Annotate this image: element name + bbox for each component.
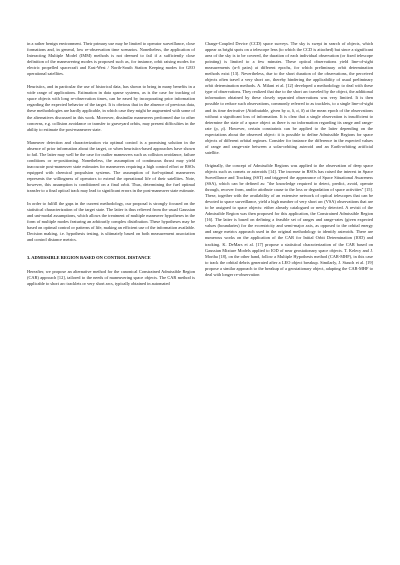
paragraph: Maneuver detection and characterization via optimal control is a promising solution in the absence of prior information about the target, or when heuristics-based approaches have shown to fail. The latter may well be the case for outlier maneuvers such as collision avoidance, failure conditions or re-positioning. Nonetheless, the assumption of continuous thrust may yield inaccurate post-maneuver state estimates for maneuvers requiring a high control effort or RSOs equipped with chemical propulsion systems. The assumption of fuel-optimal maneuvers represents the willingness of operators to extend the operational life of their satellites. Note, however, this assumption is conditioned on a final orbit. Thus, determining the fuel optimal transfer to a final optical track may lead to significant errors in the post-maneuver state estimate. xyxy=(27,139,195,194)
paragraph: Charge-Coupled Device (CCD) space surveys. The sky is swept in search of objects, which appear as bright spots on a telescope lens (to which the CCD is attached) but since a significant area of the sky is to be covered, the duration of each individual observation (or fixed telescope pointing) is limited to a few minutes. These optical observations yield line-of-sight measurements (α-δ pairs) at different epochs, for which preliminary orbit determination methods exist [13]. Nevertheless, due to the short duration of the observations, the perceived objects often travel a very short arc, thereby hindering the applicability of usual preliminary orbit determination methods. A. Milani et al. [12] developed a methodology to deal with these type of observations. They realized that due to the short arc traveled by the object, the additional information obtained by these closely separated observations was very limited. It is then possible to reduce such observations, commonly referred to as tracklets, to a single line-of-sight and its time derivative (Attributable, given by α, δ, α̇, δ̇) at the mean epoch of the observations without a significant loss of information. It is clear that a single observation is insufficient to determine the state of a space object as there is no information regarding its range and range-rate (ρ, ρ̇). However, certain constraints can be applied to the latter depending on the expectations about the observed object: it is possible to define Admissible Regions for space objects of different orbital regimes. Consider for instance the difference in the expected values of range and range-rate between a solar-orbiting asteroid and an Earth-orbiting artificial satellite. xyxy=(205,41,373,155)
paragraph: Originally, the concept of Admissible Regions was applied to the observation of deep space objects such as comets or asteroids [14]. The increase in RSOs has raised the interest in Space Surveillance and Tracking (SST) and triggered the appearance of Space Situational Awareness (SSA), which can be defined as: "the knowledge required to detect, predict, avoid, operate through, recover from, and/or attribute cause to the loss or degradation of space activities" [15]. These, together with the availability of an extensive network of optical telescopes that can be devoted to space surveillance, yield a high number of very short arc (VSA) observations that are to be assigned to space objects: either already catalogued or newly detected. A revisit of the Admissible Region was then proposed for this application, the Constrained Admissible Region [16]. The latter is based on defining a feasible set of ranges and range-rates (given expected values (boundaries) for the eccentricity and semi-major axis, as opposed to the orbital energy and range metrics approach used in the original methodology to identify asteroids. There are numerous works on the application of the CAR for Initial Orbit Determination (IOD) and tracking. K. DeMars et al. [17] propose a statistical characterization of the CAR based on Gaussian Mixture Models applied to IOD of near geostationary space objects. T. Kelecy and J. Mortha [18], on the other hand, follow a Multiple Hypothesis method (CAR-MHF), in this case to track the orbital debris generated after a LEO object breakup. Similarly, J. Stauch et al. [19] propose a similar approach to the breakup of a geostationary object, adapting the CAR-MHF to deal with longer re-observation xyxy=(205,162,373,277)
paragraph: Hereafter, we propose an alternative method for the canonical Constrained Admissible Region (CAR) approach [12], tailored to the needs of maneuvering space objects. The CAR method is applicable to short arc tracklets or very short arcs, typically obtained in automated xyxy=(27,268,195,286)
paragraph: Heuristics, and in particular the use of historical data, has shown to bring in many benefits in a wide range of applications. Estimation in data sparse systems, as is the case for tracking of space objects with long re-observation times, can be eased by incorporating prior information regarding the expected behavior of the target. It is obvious that in the absence of previous data, these methodologies are hardly applicable, in which case they might be augmented with some of the alternatives discussed in this work. Moreover, dissimilar maneuvers performed due to other concerns, e.g. collision avoidance or transfer to graveyard orbits, may present difficulties in the ability to estimate the post-maneuver state. xyxy=(27,84,195,132)
section-heading: 3. ADMISSIBLE REGION BASED ON CONTROL DISTANCE xyxy=(27,255,151,261)
paragraph: In order to fulfill the gaps in the current methodology, our proposal is strongly focused on the statistical characterization of the target state. The latter is thus relieved from the usual Gaussian and uni-modal assumptions, which allows the treatment of multiple maneuver hypotheses in the form of multiple modes featuring an arbitrarily complex distribution. These hypotheses may be based on optimal control or patterns of life, making an efficient use of the information available. Decision making, i.e. hypothesis testing, is ultimately based on both measurement association and control distance metrics. xyxy=(27,201,195,243)
paragraph: in a rather benign environment. Their primary use may be limited to operator surveillance, close formations and, in general, low re-observation time scenarios. Nonetheless, the application of Interacting Multiple Model (IMM) methods is not deemed to fail if a sufficiently close definition of the maneuvering modes is proposed such as, for instance, orbit raising modes for electric propelled spacecraft and East-West / North-South Station Keeping modes for GEO operational satellites. xyxy=(27,41,195,77)
left-column xyxy=(27,41,195,294)
right-column xyxy=(205,41,373,285)
